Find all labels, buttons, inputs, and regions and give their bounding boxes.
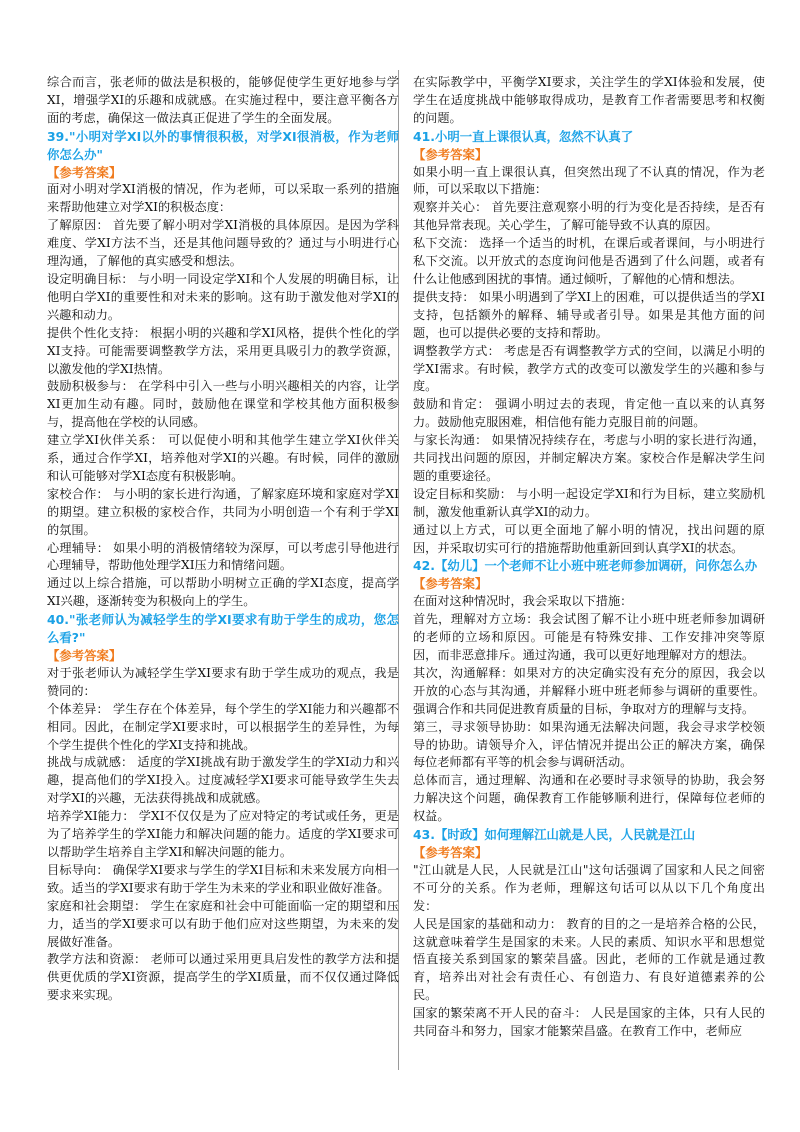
answer-tag: 【参考答案】 (47, 164, 122, 180)
paragraph: 家校合作： 与小明的家长进行沟通，了解家庭环境和家庭对学XI的期望。建立积极的家校合作，共同为小明创造一个有利于学XI的氛围。 (47, 486, 399, 537)
paragraph: 通过以上综合措施，可以帮助小明树立正确的学XI态度，提高学XI兴趣，逐渐转变为积极向上的学生。 (47, 576, 399, 609)
paragraph: 第三，寻求领导协助：如果沟通无法解决问题，我会寻求学校领导的协助。请领导介入，评估情况并提出公正的解决方案，确保每位老师都有平等的机会参与调研活动。 (413, 719, 765, 770)
paragraph: 国家的繁荣离不开人民的奋斗： 人民是国家的主体，只有人民的共同奋斗和努力，国家才能繁荣昌盛。在教育工作中，老师应 (413, 1006, 765, 1039)
paragraph: 其次，沟通解释：如果对方的决定确实没有充分的原因，我会以开放的心态与其沟通，并解释小班中班老师参与调研的重要性。强调合作和共同促进教育质量的目标，争取对方的理解与支持。 (413, 665, 765, 716)
paragraph: 提供个性化支持： 根据小明的兴趣和学XI风格，提供个性化的学XI支持。可能需要调整教学方法，采用更具吸引力的教学资源，以激发他的学XI热情。 (47, 325, 399, 376)
paragraph: 设定明确目标： 与小明一同设定学XI和个人发展的明确目标，让他明白学XI的重要性和对未来的影响。这有助于激发他对学XI的兴趣和动力。 (47, 271, 399, 322)
paragraph: 提供支持： 如果小明遇到了学XI上的困难，可以提供适当的学XI支持，包括额外的解释、辅导或者引导。如果是其他方面的问题，也可以提供必要的支持和帮助。 (413, 289, 765, 340)
paragraph: 在面对这种情况时，我会采取以下措施： (413, 594, 633, 609)
question-title: 40."张老师认为减轻学生的学XI要求有助于学生的成功，您怎么看?" (47, 612, 399, 646)
paragraph: 人民是国家的基础和动力： 教育的目的之一是培养合格的公民，这就意味着学生是国家的未来。人民的素质、知识水平和思想觉悟直接关系到国家的繁荣昌盛。因此，老师的工作就是通过教育，培养出对社会有责任心、有创造力、有良好道德素养的公民。 (413, 916, 765, 1003)
question-title: 43.【时政】如何理解江山就是人民，人民就是江山 (413, 827, 696, 843)
paragraph: 面对小明对学XI消极的情况，作为老师，可以采取一系列的措施来帮助他建立对学XI的积极态度： (47, 182, 399, 215)
paragraph: 观察并关心： 首先要注意观察小明的行为变化是否持续，是否有其他异常表现。关心学生，了解可能导致不认真的原因。 (413, 200, 765, 233)
paragraph: "江山就是人民，人民就是江山"这句话强调了国家和人民之间密不可分的关系。作为老师，理解这句话可以从以下几个角度出发： (413, 862, 765, 913)
paragraph: 教学方法和资源： 老师可以通过采用更具启发性的教学方法和提供更优质的学XI资源，提高学生的学XI质量，而不仅仅通过降低要求来实现。 (47, 952, 399, 1003)
paragraph: 建立学XI伙伴关系： 可以促使小明和其他学生建立学XI伙伴关系，通过合作学XI，培养他对学XI的兴趣。有时候，同伴的激励和认可能够对学XI态度有积极影响。 (47, 433, 399, 483)
paragraph: 目标导向： 确保学XI要求与学生的学XI目标和未来发展方向相一致。适当的学XI要求有助于学生为未来的学业和职业做好准备。 (47, 862, 399, 895)
paragraph: 在实际教学中，平衡学XI要求，关注学生的学XI体验和发展，使学生在适度挑战中能够取得成功，是教育工作者需要思考和权衡的问题。 (413, 75, 765, 125)
paragraph: 通过以上方式，可以更全面地了解小明的情况，找出问题的原因，并采取切实可行的措施帮助他重新回到认真学XI的状态。 (413, 522, 765, 555)
paragraph: 心理辅导： 如果小明的消极情绪较为深厚，可以考虑引导他进行心理辅导，帮助他处理学XI压力和情绪问题。 (47, 540, 399, 573)
paragraph: 首先，理解对方立场：我会试图了解不让小班中班老师参加调研的老师的立场和原因。可能是有特殊安排、工作安排冲突等原因，而非恶意排斥。通过沟通，我可以更好地理解对方的想法。 (413, 612, 765, 662)
answer-tag: 【参考答案】 (413, 844, 488, 860)
answer-tag: 【参考答案】 (413, 146, 488, 162)
paragraph: 鼓励和肯定： 强调小明过去的表现，肯定他一直以来的认真努力。鼓励他克服困难，相信他有能力克服目前的问题。 (413, 397, 765, 430)
paragraph: 个体差异： 学生存在个体差异，每个学生的学XI能力和兴趣都不相同。因此，在制定学XI要求时，可以根据学生的差异性，为每个学生提供个性化的学XI支持和挑战。 (47, 701, 399, 752)
paragraph: 挑战与成就感： 适度的学XI挑战有助于激发学生的学XI动力和兴趣，提高他们的学XI投入。过度减轻学XI要求可能导致学生失去对学XI的兴趣，无法获得挑战和成就感。 (47, 755, 399, 806)
paragraph: 设定目标和奖励： 与小明一起设定学XI和行为目标，建立奖励机制，激发他重新认真学XI的动力。 (413, 486, 765, 519)
paragraph: 对于张老师认为减轻学生学XI要求有助于学生成功的观点，我是赞同的： (47, 665, 399, 698)
paragraph: 家庭和社会期望： 学生在家庭和社会中可能面临一定的期望和压力，适当的学XI要求可以有助于他们应对这些期望，为未来的发展做好准备。 (47, 898, 399, 949)
left-column (47, 74, 399, 1005)
paragraph: 鼓励积极参与： 在学科中引入一些与小明兴趣相关的内容，让学XI更加生动有趣。同时，鼓励他在课堂和学校其他方面积极参与，提高他在学校的认同感。 (47, 379, 399, 430)
paragraph: 综合而言，张老师的做法是积极的，能够促使学生更好地参与学XI，增强学XI的乐趣和成就感。在实施过程中，要注意平衡各方面的考虑，确保这一做法真正促进了学生的全面发展。 (47, 75, 399, 125)
paragraph: 与家长沟通： 如果情况持续存在，考虑与小明的家长进行沟通，共同找出问题的原因，并制定解决方案。家校合作是解决学生问题的重要途径。 (413, 433, 765, 483)
paragraph: 调整教学方式： 考虑是否有调整教学方式的空间，以满足小明的学XI需求。有时候，教学方式的改变可以激发学生的兴趣和参与度。 (413, 343, 765, 394)
answer-tag: 【参考答案】 (47, 648, 122, 663)
paragraph: 如果小明一直上课很认真，但突然出现了不认真的情况，作为老师，可以采取以下措施： (413, 164, 765, 197)
question-title: 39."小明对学XI以外的事情很积极，对学XI很消极，作为老师你怎么办" (47, 128, 399, 162)
paragraph: 培养学XI能力： 学XI不仅仅是为了应对特定的考试或任务，更是为了培养学生的学XI能力和解决问题的能力。适度的学XI要求可以帮助学生培养自主学XI和解决问题的能力。 (47, 809, 399, 859)
question-title: 42.【幼儿】一个老师不让小班中班老师参加调研，问你怎么办 (413, 558, 758, 574)
question-title: 41.小明一直上课很认真，忽然不认真了 (413, 128, 634, 144)
answer-tag: 【参考答案】 (413, 576, 488, 592)
paragraph: 私下交流： 选择一个适当的时机，在课后或者课间，与小明进行私下交流。以开放式的态度询问他是否遇到了什么问题，或者有什么让他感到困扰的事情。通过倾听，了解他的心情和想法。 (413, 236, 765, 286)
paragraph: 了解原因： 首先要了解小明对学XI消极的具体原因。是因为学科难度、学XI方法不当，还是其他问题导致的？通过与小明进行心理沟通，了解他的真实感受和想法。 (47, 218, 399, 269)
paragraph: 总体而言，通过理解、沟通和在必要时寻求领导的协助，我会努力解决这个问题，确保教育工作能够顺利进行，保障每位老师的权益。 (413, 773, 765, 824)
right-column (413, 74, 765, 1041)
